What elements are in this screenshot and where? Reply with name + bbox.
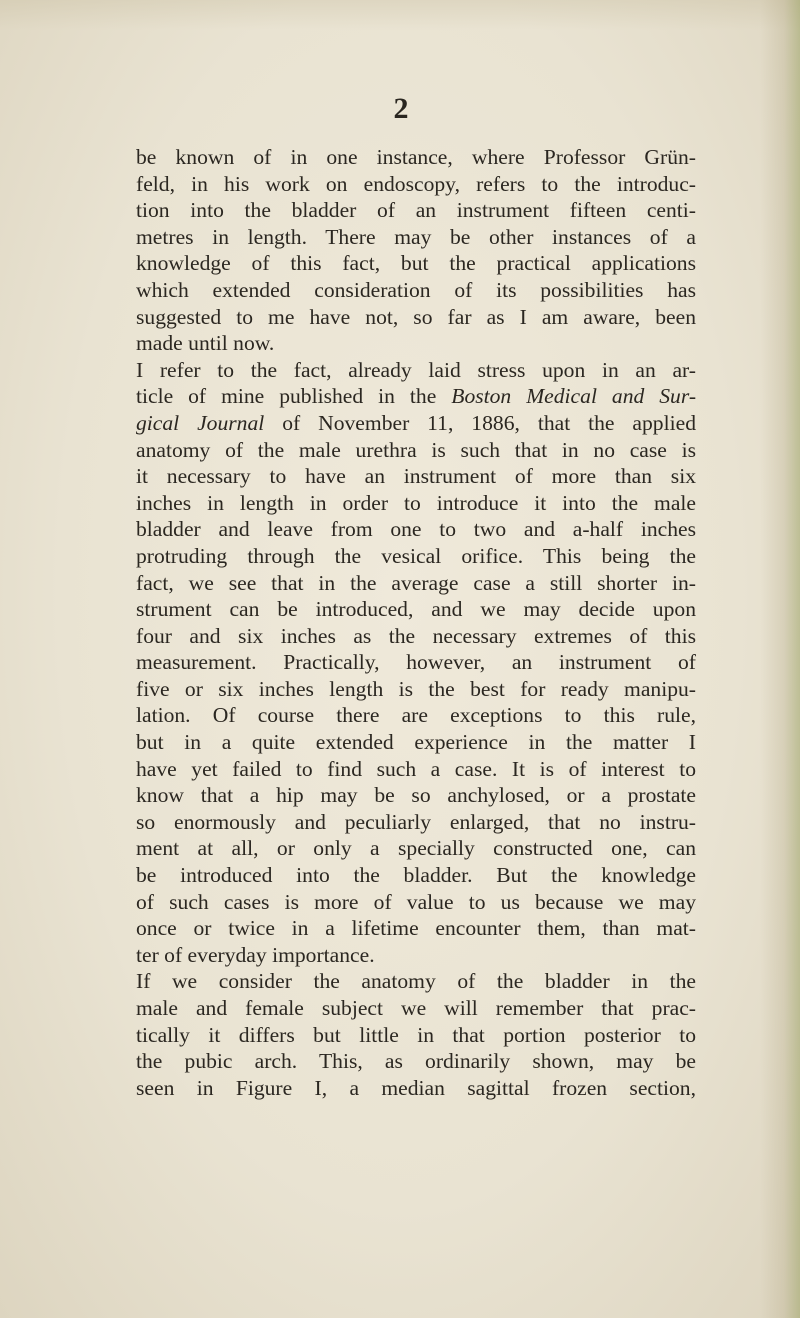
journal-title-italic: Boston Medical and Sur-	[451, 384, 697, 409]
text-line: feld, in his work on endoscopy, refers to the introduc-	[136, 171, 696, 196]
text-line-with-italic: ticle of mine published in the Boston Medical and Sur-	[136, 384, 697, 409]
text-line: so enormously and peculiarly enlarged, that no instru-	[136, 809, 696, 834]
text-line: tion into the bladder of an instrument fifteen centi-	[136, 198, 696, 223]
text-line: anatomy of the male urethra is such that in no case is	[136, 437, 696, 462]
body-text	[136, 144, 696, 1101]
text-line: inches in length in order to introduce it into the male	[136, 490, 696, 515]
text-line: it necessary to have an instrument of more than six	[136, 464, 696, 489]
text-line: strument can be introduced, and we may decide upon	[136, 597, 696, 622]
text-line: know that a hip may be so anchylosed, or a prostate	[136, 783, 696, 808]
page-edge-shadow-top	[0, 0, 800, 30]
text-line: knowledge of this fact, but the practical applications	[136, 251, 696, 276]
text-line-with-italic: gical Journal of November 11, 1886, that the applied	[136, 410, 696, 435]
text-line: four and six inches as the necessary extremes of this	[136, 623, 696, 648]
page-number: 2	[393, 92, 409, 125]
text-line: of such cases is more of value to us because we may	[136, 889, 696, 914]
text-line: seen in Figure I, a median sagittal frozen section,	[136, 1075, 696, 1100]
text-line: metres in length. There may be other instances of a	[136, 224, 696, 249]
text-line: bladder and leave from one to two and a-half inches	[136, 517, 696, 542]
text-line: suggested to me have not, so far as I am aware, been	[136, 304, 696, 329]
text-line: once or twice in a lifetime encounter them, than mat-	[136, 916, 696, 941]
text-line: the pubic arch. This, as ordinarily shown, may be	[136, 1049, 696, 1074]
text-line: be known of in one instance, where Professor Grün-	[136, 145, 696, 169]
page-edge-stain-right	[760, 0, 800, 1318]
text-line: be introduced into the bladder. But the knowledge	[136, 863, 696, 888]
text-line: ment at all, or only a specially constructed one, can	[136, 836, 696, 861]
text-line: have yet failed to find such a case. It is of interest to	[136, 756, 696, 781]
text-line: protruding through the vesical orifice. This being the	[136, 543, 696, 568]
text-line: ter of everyday importance.	[136, 942, 375, 967]
text-line: tically it differs but little in that portion posterior to	[136, 1022, 696, 1047]
text-line: made until now.	[136, 331, 275, 356]
text-line: but in a quite extended experience in the matter I	[136, 730, 696, 755]
text-line: male and female subject we will remember that prac-	[136, 996, 696, 1020]
text-line: lation. Of course there are exceptions to this rule,	[136, 703, 696, 728]
text-line: five or six inches length is the best for ready manipu-	[136, 676, 696, 701]
journal-title-italic: gical Journal	[136, 410, 265, 435]
text-line: If we consider the anatomy of the bladder in the	[136, 969, 696, 994]
text-line: fact, we see that in the average case a still shorter in-	[136, 570, 696, 595]
text-line: which extended consideration of its possibilities has	[136, 277, 696, 302]
text-line: measurement. Practically, however, an instrument of	[136, 650, 696, 675]
text-line: I refer to the fact, already laid stress upon in an ar-	[136, 357, 696, 382]
